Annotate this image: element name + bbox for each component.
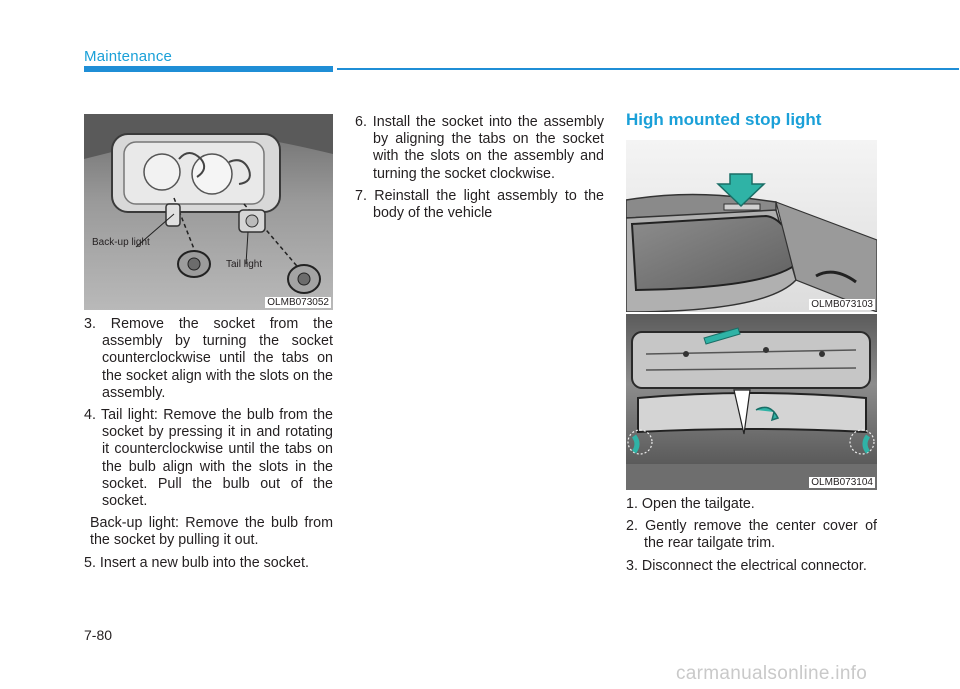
section-title: Maintenance [84,48,173,65]
step-3-text: 3. Remove the socket from the assembly by turning the socket counterclockwise until the tabs on the socket align with the slots on the assembly. [84,316,333,401]
step-7-text: 7. Reinstall the light assembly to the body of the vehicle [355,187,604,222]
page-number: 7-80 [84,627,113,643]
watermark: carmanualsonline.info [676,663,868,684]
figure-tailgate-exterior [626,140,877,312]
step-4-backup-text: Back-up light: Remove the bulb from the socket by pulling it out. [90,515,333,549]
subsection-heading: High mounted stop light [626,110,822,129]
step-3-right-text: 3. Disconnect the electrical connector. [626,557,867,574]
figure-code: OLMB073103 [811,299,873,310]
header-rule-thin [337,68,959,70]
callout-backup-light: Back-up light [92,237,150,248]
header-rule-bold [84,66,333,72]
callout-tail-light: Tail light [226,259,263,270]
step-6-text: 6. Install the socket into the assembly by aligning the tabs on the socket with the slots on the assembly and turning the socket clockwise. [355,114,604,182]
right-column [626,496,877,580]
step-4-text: 4. Tail light: Remove the bulb from the socket by pressing it in and rotating it counterclockwise until the tabs on the bulb align with the slots in the socket. Pull the bulb out of the socket. [84,407,333,510]
figure-code: OLMB073104 [811,477,873,488]
tailgate-trim-illustration [626,314,877,490]
step-1-text: 1. Open the tailgate. [626,496,755,512]
figure-tail-light-sockets [84,114,333,310]
figure-tailgate-trim [626,314,877,490]
tail-light-illustration [84,114,333,310]
step-5-text: 5. Insert a new bulb into the socket. [84,554,309,571]
left-column [84,316,333,577]
step-2-text: 2. Gently remove the center cover of the rear tailgate trim. [626,518,877,552]
figure-code: OLMB073052 [267,297,329,308]
middle-column [355,114,604,227]
tailgate-exterior-illustration [626,140,877,312]
